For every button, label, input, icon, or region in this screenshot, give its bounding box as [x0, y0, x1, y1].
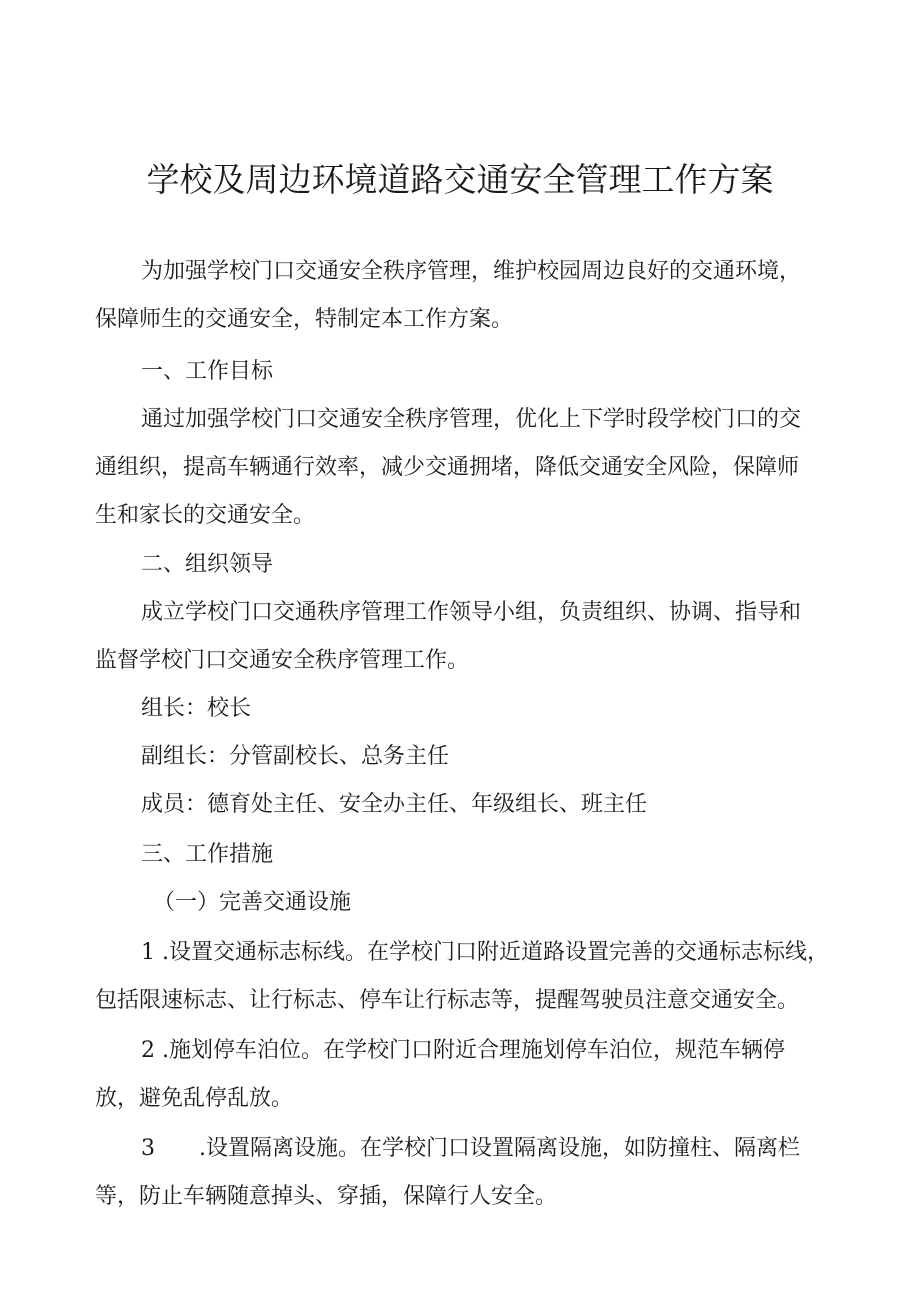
paragraph-line: 生和家长的交通安全。 [95, 503, 316, 528]
members-line: 成员：德育处主任、安全办主任、年级组长、班主任 [141, 792, 648, 817]
paragraph-line: 成立学校门口交通秩序管理工作领导小组，负责组织、协调、指导和 [141, 600, 802, 625]
item-line: 等，防止车辆随意掉头、穿插，保障行人安全。 [95, 1184, 558, 1209]
paragraph-line: 通过加强学校门口交通安全秩序管理，优化上下学时段学校门口的交 [141, 407, 802, 432]
organization-paragraph [95, 589, 835, 829]
item-line: 3 .设置隔离设施。在学校门口设置隔离设施，如防撞柱、隔离栏 [141, 1136, 800, 1161]
paragraph-line: 为加强学校门口交通安全秩序管理，维护校园周边良好的交通环境， [141, 259, 802, 284]
deputy-line: 副组长：分管副校长、总务主任 [141, 744, 450, 769]
paragraph-line: 保障师生的交通安全，特制定本工作方案。 [95, 307, 514, 332]
intro-paragraph [95, 248, 835, 344]
goals-paragraph [95, 396, 835, 540]
document-title: 学校及周边环境道路交通安全管理工作方案 [146, 160, 774, 199]
measures-content [95, 879, 835, 1221]
subsection-heading: （一）完善交通设施 [153, 890, 352, 915]
item-line: 包括限速标志、让行标志、停车让行标志等，提醒驾驶员注意交通安全。 [95, 988, 800, 1013]
item-line: 2 .施划停车泊位。在学校门口附近合理施划停车泊位，规范车辆停 [141, 1038, 785, 1063]
leader-line: 组长：校长 [141, 696, 252, 721]
section-heading-goals: 一、工作目标 [141, 359, 274, 384]
item-line: 放，避免乱停乱放。 [95, 1086, 294, 1111]
section-heading-measures: 三、工作措施 [141, 842, 274, 867]
item-line: 1 .设置交通标志标线。在学校门口附近道路设置完善的交通标志标线， [141, 940, 829, 965]
paragraph-line: 监督学校门口交通安全秩序管理工作。 [95, 648, 470, 673]
section-heading-organization: 二、组织领导 [141, 552, 274, 577]
paragraph-line: 通组织，提高车辆通行效率，减少交通拥堵，降低交通安全风险，保障师 [95, 455, 800, 480]
